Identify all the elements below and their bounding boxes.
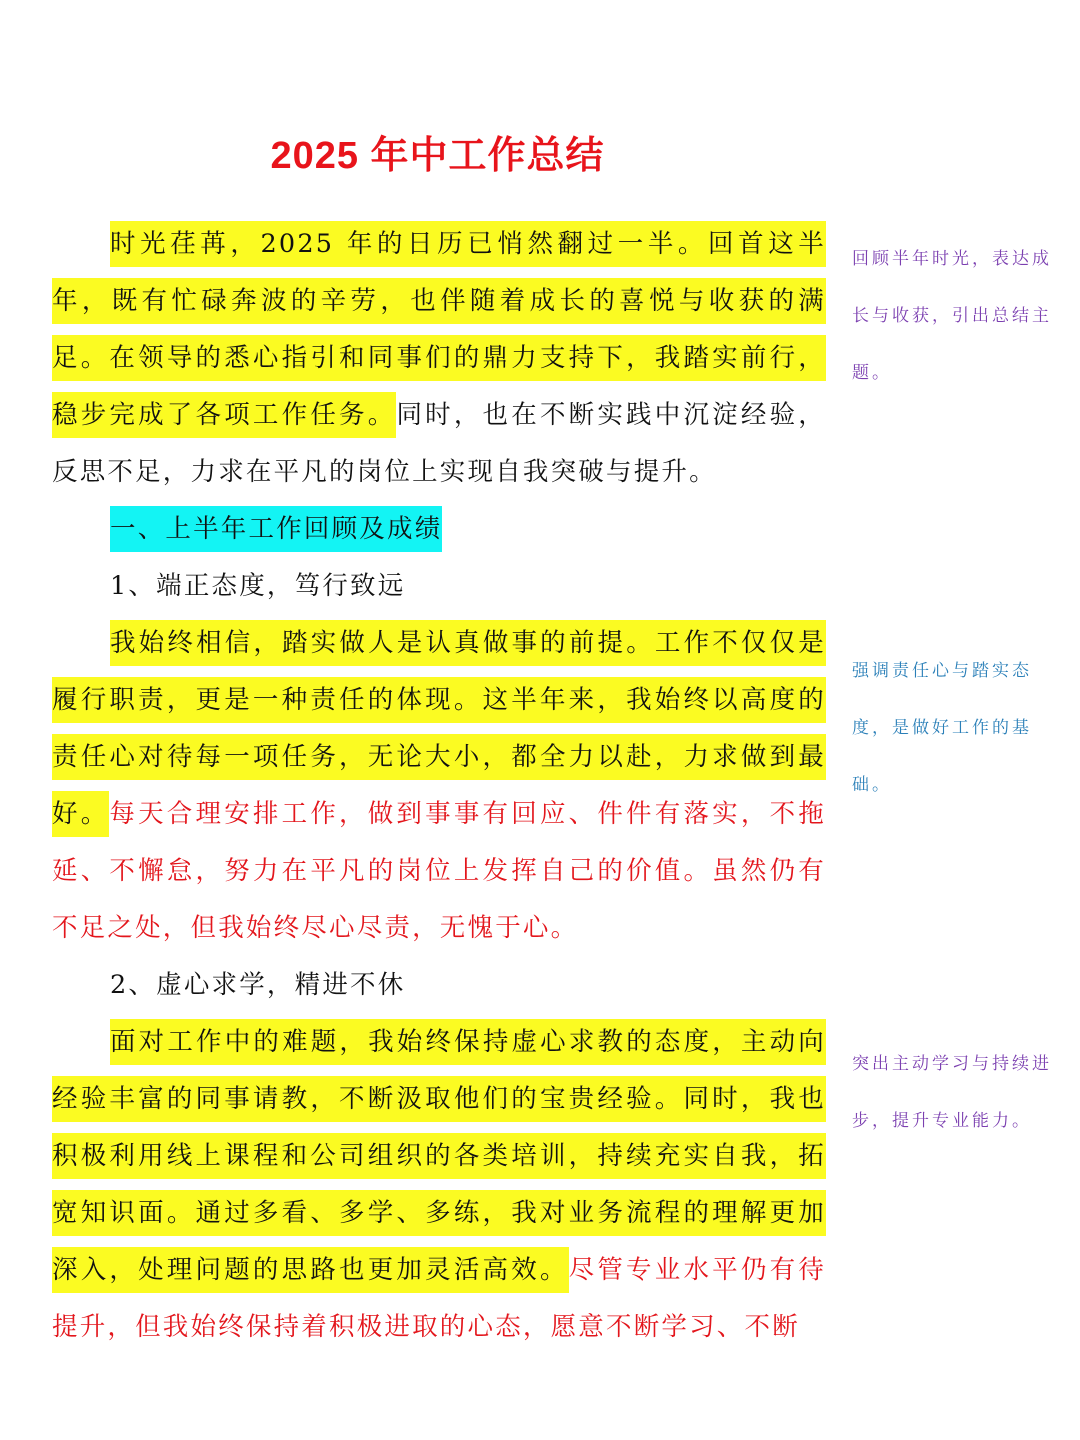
section-heading — [52, 501, 826, 558]
intro-plain-text: 同时，也在不断实践中沉淀经验，反思不足，力求在平凡的岗位上实现自我突破与提升。 — [52, 400, 826, 487]
item1-highlighted-text: 我始终相信，踏实做人是认真做事的前提。工作不仅仅是履行职责，更是一种责任的体现。这半年来，我始终以高度的责任心对待每一项任务，无论大小，都全力以赴，力求做到最好。 — [52, 620, 826, 837]
item1-paragraph — [52, 615, 826, 957]
intro-paragraph — [52, 216, 826, 501]
document-body — [52, 216, 826, 1356]
item2-highlighted-text: 面对工作中的难题，我始终保持虚心求教的态度，主动向经验丰富的同事请教，不断汲取他们的宝贵经验。同时，我也积极利用线上课程和公司组织的各类培训，持续充实自我，拓宽知识面。通过多看、多学、多练，我对业务流程的理解更加深入，处理问题的思路也更加灵活高效。 — [52, 1019, 826, 1293]
section1-heading-text: 一、上半年工作回顾及成绩 — [110, 506, 442, 552]
item2-paragraph — [52, 1014, 826, 1356]
margin-note-2: 强调责任心与踏实态度，是做好工作的基础。 — [852, 661, 1032, 795]
item1-red-text: 每天合理安排工作，做到事事有回应、件件有落实，不拖延、不懈怠，努力在平凡的岗位上发挥自己的价值。虽然仍有不足之处，但我始终尽心尽责，无愧于心。 — [52, 799, 826, 943]
item1-heading: 1、端正态度，笃行致远 — [110, 571, 406, 601]
item2-heading: 2、虚心求学，精进不休 — [110, 970, 406, 1000]
document-title: 2025 年中工作总结 — [270, 135, 605, 177]
item2-red-text: 尽管专业水平仍有待提升，但我始终保持着积极进取的心态，愿意不断学习、不断 — [52, 1255, 826, 1342]
margin-note-3: 突出主动学习与持续进步，提升专业能力。 — [852, 1054, 1052, 1131]
margin-note-1: 回顾半年时光，表达成长与收获，引出总结主题。 — [852, 249, 1052, 383]
intro-highlighted-text: 时光荏苒，2025 年的日历已悄然翻过一半。回首这半年，既有忙碌奔波的辛劳，也伴随着成长的喜悦与收获的满足。在领导的悉心指引和同事们的鼎力支持下，我踏实前行，稳步完成了各项工作任务。 — [52, 221, 826, 438]
